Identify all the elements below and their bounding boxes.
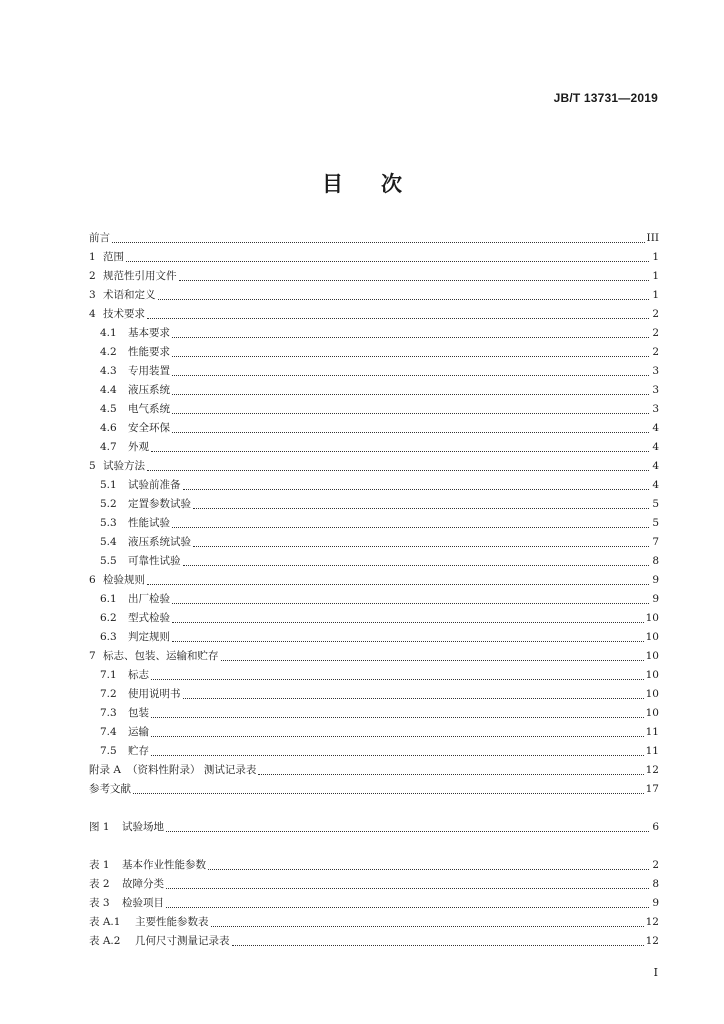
- toc-dot-leader: [172, 413, 649, 414]
- toc-entry-title: 基本作业性能参数: [122, 859, 206, 871]
- toc-entry-page: 10: [645, 650, 659, 662]
- toc-entry-page: 10: [645, 707, 659, 719]
- toc-entry-title: 技术要求: [103, 308, 145, 320]
- title-char-2: 次: [381, 172, 402, 196]
- toc-dot-leader: [183, 565, 650, 566]
- toc-entry-page: 4: [652, 460, 659, 472]
- toc-dot-leader: [172, 375, 649, 376]
- toc-entry[interactable]: [89, 818, 659, 837]
- toc-entry-page: 5: [652, 517, 659, 529]
- toc-entry-page: 1: [652, 289, 659, 301]
- toc-dot-leader: [193, 546, 649, 547]
- toc-entry-number: 7.4: [100, 726, 117, 738]
- toc-entry-number: 4.2: [100, 346, 117, 358]
- toc-entry[interactable]: [89, 476, 659, 495]
- toc-entry-number: 表 3: [89, 897, 110, 909]
- toc-dot-leader: [211, 926, 644, 927]
- toc-entry-title: 范围: [103, 251, 124, 263]
- toc-entry-page: 12: [645, 916, 659, 928]
- toc-entry-title: 电气系统: [128, 403, 170, 415]
- toc-dot-leader: [172, 603, 649, 604]
- toc-entry-number: 7.5: [100, 745, 117, 757]
- toc-entry-page: 8: [652, 878, 659, 890]
- toc-entry-page: 6: [652, 821, 659, 833]
- toc-entry-number: 5.3: [100, 517, 117, 529]
- toc-entry[interactable]: [89, 229, 659, 248]
- toc-entry-title: 型式检验: [128, 612, 170, 624]
- toc-entry-page: 8: [652, 555, 659, 567]
- toc-entry-number: 7.1: [100, 669, 117, 681]
- toc-dot-leader: [166, 907, 649, 908]
- toc-entry-title: 参考文献: [89, 783, 131, 795]
- toc-entry-number: 4.5: [100, 403, 117, 415]
- toc-entry[interactable]: [89, 381, 659, 400]
- toc-entry-number: 表 1: [89, 859, 110, 871]
- toc-entry-page: 3: [652, 384, 659, 396]
- toc-entry-title: 贮存: [128, 745, 149, 757]
- toc-entry-number: 4.3: [100, 365, 117, 377]
- toc-entry-page: 9: [652, 897, 659, 909]
- toc-dot-leader: [193, 508, 649, 509]
- toc-entry[interactable]: [89, 647, 659, 666]
- toc-entry-title: （资料性附录） 测试记录表: [127, 764, 257, 776]
- toc-dot-leader: [179, 280, 650, 281]
- toc-entry-title: 外观: [128, 441, 149, 453]
- table-of-contents: [89, 229, 659, 951]
- toc-entry-number: 表 2: [89, 878, 110, 890]
- toc-dot-leader: [126, 261, 649, 262]
- toc-entry[interactable]: [89, 571, 659, 590]
- toc-entry-page: 5: [652, 498, 659, 510]
- toc-dot-leader: [183, 489, 650, 490]
- toc-entry-number: 4: [89, 308, 96, 320]
- toc-entry-page: 10: [645, 631, 659, 643]
- toc-entry[interactable]: [89, 514, 659, 533]
- toc-entry-page: 4: [652, 422, 659, 434]
- toc-entry-page: 4: [652, 479, 659, 491]
- toc-entry-page: 2: [652, 859, 659, 871]
- toc-entry-page: III: [646, 232, 659, 244]
- toc-entry-number: 5: [89, 460, 96, 472]
- toc-dot-leader: [151, 679, 644, 680]
- toc-entry-title: 检验项目: [122, 897, 164, 909]
- standard-code: JB/T 13731—2019: [553, 91, 658, 105]
- toc-dot-leader: [172, 622, 644, 623]
- toc-entry-title: 性能试验: [128, 517, 170, 529]
- toc-spacer: [89, 837, 659, 856]
- toc-dot-leader: [232, 945, 644, 946]
- toc-entry[interactable]: [89, 552, 659, 571]
- toc-entry-page: 1: [652, 270, 659, 282]
- toc-entry-title: 故障分类: [122, 878, 164, 890]
- toc-entry-number: 5.1: [100, 479, 117, 491]
- toc-entry-title: 规范性引用文件: [103, 270, 177, 282]
- toc-entry-title: 使用说明书: [128, 688, 181, 700]
- toc-dot-leader: [133, 793, 644, 794]
- toc-entry-title: 试验方法: [103, 460, 145, 472]
- toc-dot-leader: [208, 869, 649, 870]
- toc-dot-leader: [166, 831, 649, 832]
- toc-entry[interactable]: [89, 438, 659, 457]
- toc-entry-page: 3: [652, 403, 659, 415]
- toc-entry-number: 6.1: [100, 593, 117, 605]
- toc-entry-title: 出厂检验: [128, 593, 170, 605]
- toc-entry[interactable]: [89, 286, 659, 305]
- toc-entry-number: 6.3: [100, 631, 117, 643]
- toc-entry-page: 9: [652, 593, 659, 605]
- toc-entry-page: 7: [652, 536, 659, 548]
- toc-entry-number: 2: [89, 270, 96, 282]
- toc-entry-page: 9: [652, 574, 659, 586]
- toc-entry[interactable]: [89, 780, 659, 799]
- toc-entry[interactable]: [89, 419, 659, 438]
- toc-entry-page: 4: [652, 441, 659, 453]
- toc-entry-number: 6: [89, 574, 96, 586]
- toc-entry[interactable]: [89, 609, 659, 628]
- toc-entry-page: 11: [645, 745, 659, 757]
- toc-entry-number: 表 A.2: [89, 935, 121, 947]
- toc-dot-leader: [172, 337, 649, 338]
- toc-entry[interactable]: [89, 913, 659, 932]
- toc-entry-title: 基本要求: [128, 327, 170, 339]
- toc-entry-page: 2: [652, 327, 659, 339]
- toc-entry-title: 标志: [128, 669, 149, 681]
- toc-entry[interactable]: [89, 590, 659, 609]
- toc-dot-leader: [147, 318, 649, 319]
- toc-dot-leader: [147, 470, 649, 471]
- toc-entry-number: 6.2: [100, 612, 117, 624]
- toc-entry-page: 10: [645, 688, 659, 700]
- page-title: [0, 168, 724, 198]
- toc-entry[interactable]: [89, 761, 659, 780]
- toc-entry-title: 定置参数试验: [128, 498, 191, 510]
- toc-entry-number: 附录 A: [89, 764, 121, 776]
- toc-entry-title: 试验前准备: [128, 479, 181, 491]
- toc-entry[interactable]: [89, 362, 659, 381]
- toc-entry-title: 液压系统: [128, 384, 170, 396]
- toc-dot-leader: [166, 888, 649, 889]
- toc-entry-number: 5.2: [100, 498, 117, 510]
- toc-entry[interactable]: [89, 856, 659, 875]
- toc-entry-number: 7.3: [100, 707, 117, 719]
- toc-entry-title: 检验规则: [103, 574, 145, 586]
- toc-entry-title: 液压系统试验: [128, 536, 191, 548]
- toc-entry-number: 4.4: [100, 384, 117, 396]
- toc-dot-leader: [221, 660, 644, 661]
- toc-entry-number: 7: [89, 650, 96, 662]
- toc-entry-title: 可靠性试验: [128, 555, 181, 567]
- toc-entry-title: 专用装置: [128, 365, 170, 377]
- toc-entry[interactable]: [89, 685, 659, 704]
- toc-entry[interactable]: [89, 742, 659, 761]
- toc-entry-title: 运输: [128, 726, 149, 738]
- page-number: I: [653, 966, 658, 979]
- toc-dot-leader: [158, 299, 650, 300]
- toc-entry[interactable]: [89, 533, 659, 552]
- toc-entry-number: 5.5: [100, 555, 117, 567]
- toc-entry-page: 10: [645, 612, 659, 624]
- toc-entry-page: 1: [652, 251, 659, 263]
- toc-entry-number: 4.7: [100, 441, 117, 453]
- toc-entry-title: 性能要求: [128, 346, 170, 358]
- toc-entry[interactable]: [89, 267, 659, 286]
- toc-entry-title: 判定规则: [128, 631, 170, 643]
- toc-entry[interactable]: [89, 704, 659, 723]
- toc-dot-leader: [151, 736, 644, 737]
- toc-dot-leader: [183, 698, 644, 699]
- toc-entry-number: 7.2: [100, 688, 117, 700]
- toc-entry-number: 图 1: [89, 821, 110, 833]
- toc-entry-title: 前言: [89, 232, 110, 244]
- toc-dot-leader: [172, 641, 644, 642]
- toc-entry-page: 17: [645, 783, 659, 795]
- toc-entry-page: 12: [645, 764, 659, 776]
- toc-entry-page: 12: [645, 935, 659, 947]
- toc-entry-number: 5.4: [100, 536, 117, 548]
- toc-dot-leader: [172, 432, 649, 433]
- toc-entry-number: 4.1: [100, 327, 117, 339]
- toc-entry[interactable]: [89, 343, 659, 362]
- toc-entry[interactable]: [89, 248, 659, 267]
- toc-spacer: [89, 799, 659, 818]
- toc-dot-leader: [172, 356, 649, 357]
- toc-entry-title: 包装: [128, 707, 149, 719]
- toc-entry-title: 标志、包装、运输和贮存: [103, 650, 219, 662]
- title-char-1: 目: [322, 172, 343, 196]
- toc-entry-number: 表 A.1: [89, 916, 121, 928]
- toc-dot-leader: [172, 527, 649, 528]
- toc-dot-leader: [151, 755, 644, 756]
- toc-entry-number: 3: [89, 289, 96, 301]
- toc-entry[interactable]: [89, 932, 659, 951]
- toc-dot-leader: [258, 774, 643, 775]
- toc-entry-title: 几何尺寸测量记录表: [135, 935, 230, 947]
- toc-entry-title: 主要性能参数表: [135, 916, 209, 928]
- toc-entry-page: 3: [652, 365, 659, 377]
- toc-dot-leader: [172, 394, 649, 395]
- toc-entry-page: 2: [652, 346, 659, 358]
- toc-entry-page: 10: [645, 669, 659, 681]
- toc-entry[interactable]: [89, 875, 659, 894]
- toc-entry-title: 术语和定义: [103, 289, 156, 301]
- toc-entry-page: 11: [645, 726, 659, 738]
- toc-dot-leader: [112, 242, 645, 243]
- toc-entry[interactable]: [89, 894, 659, 913]
- toc-entry-title: 试验场地: [122, 821, 164, 833]
- toc-entry-page: 2: [652, 308, 659, 320]
- toc-entry[interactable]: [89, 400, 659, 419]
- toc-dot-leader: [147, 584, 649, 585]
- toc-entry[interactable]: [89, 666, 659, 685]
- toc-dot-leader: [151, 717, 644, 718]
- toc-entry-title: 安全环保: [128, 422, 170, 434]
- toc-entry[interactable]: [89, 457, 659, 476]
- toc-entry[interactable]: [89, 495, 659, 514]
- toc-entry-number: 1: [89, 251, 96, 263]
- toc-dot-leader: [151, 451, 649, 452]
- toc-entry-number: 4.6: [100, 422, 117, 434]
- toc-entry[interactable]: [89, 324, 659, 343]
- toc-entry[interactable]: [89, 628, 659, 647]
- toc-entry[interactable]: [89, 723, 659, 742]
- toc-entry[interactable]: [89, 305, 659, 324]
